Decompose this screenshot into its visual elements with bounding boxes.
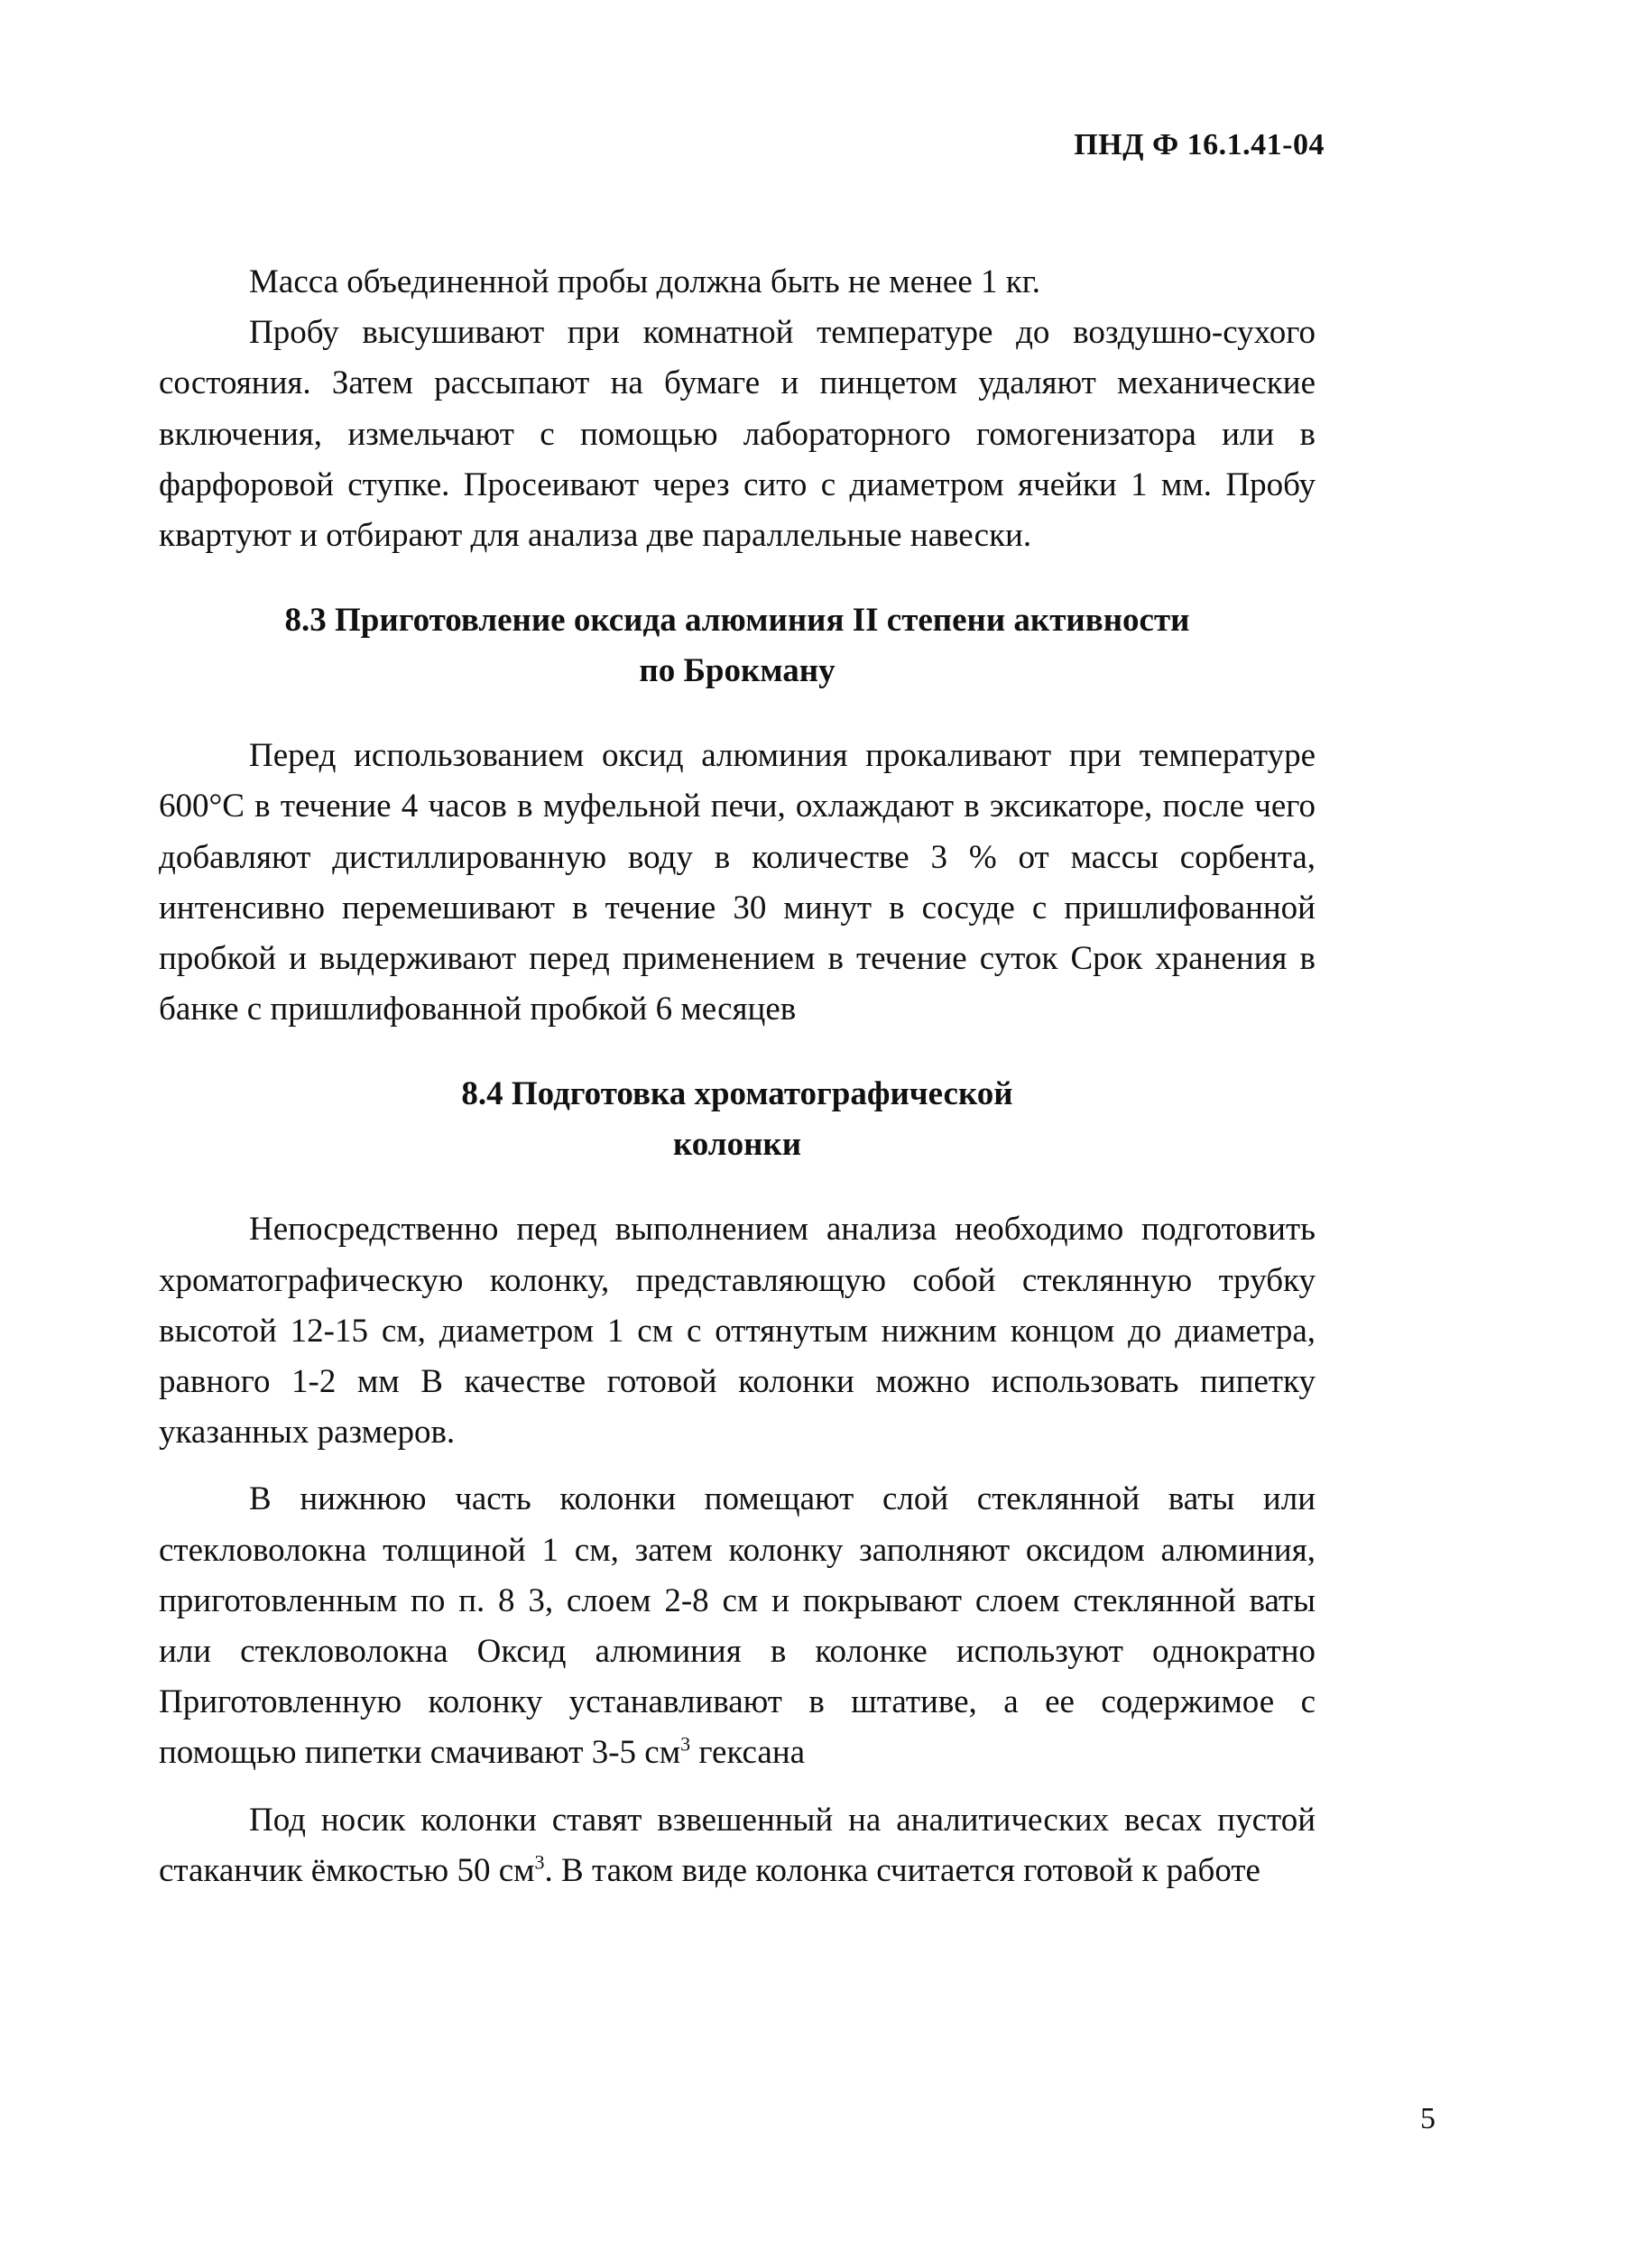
column-filling-text: В нижнюю часть колонки помещают слой стеклянной ваты или стекловолокна толщиной 1 см, затем колонку заполняют оксидом алюминия, приготовленным по п. 8 3, слоем 2-8 см и покрывают слоем стеклянной ваты или стекловолокна Оксид алюминия в колонке используют однократно Приготовленную колонку устанавливают в штативе, а ее содержимое с помощью пипетки смачивают 3-5 см [159,1480,1316,1772]
paragraph-column-ready [159,1795,1316,1896]
column-ready-tail: . В таком виде колонка считается готовой к работе [544,1851,1260,1889]
section-heading-8-3-line2: по Брокману [639,652,836,690]
superscript-cube: 3 [680,1733,691,1756]
section-heading-8-4 [159,1069,1316,1170]
column-filling-tail: гексана [690,1734,806,1772]
column-ready-text: Под носик колонки ставят взвешенный на аналитических весах пустой стаканчик ёмкостью 50 см [159,1801,1316,1889]
section-heading-8-4-line2: колонки [672,1126,802,1164]
paragraph-column-preparation: Непосредственно перед выполнением анализа необходимо подготовить хроматографическую колонку, представляющую собой стеклянную трубку высотой 12-15 см, диаметром 1 см с оттянутым нижним концом до диаметра, равного 1-2 мм В качестве готовой колонки можно использовать пипетку указанных размеров. [159,1211,1316,1452]
page-number: 5 [1420,2102,1436,2135]
section-heading-8-3 [159,595,1316,696]
section-heading-8-4-line1: 8.4 Подготовка хроматографической [461,1075,1013,1113]
section-heading-8-3-line1: 8.3 Приготовление оксида алюминия II степени активности [284,602,1190,640]
paragraph-sample-drying: Пробу высушивают при комнатной температуре до воздушно-сухого состояния. Затем рассыпают на бумаге и пинцетом удаляют механические включения, измельчают с помощью лабораторного гомогенизатора или в фарфоровой ступке. Просеивают через сито с диаметром ячейки 1 мм. Пробу квартуют и отбирают для анализа две параллельные навески. [159,314,1316,555]
paragraph-column-filling [159,1474,1316,1778]
document-code: ПНД Ф 16.1.41-04 [1074,128,1325,161]
paragraph-alumina-preparation: Перед использованием оксид алюминия прокаливают при температуре 600°С в течение 4 часов в муфельной печи, охлаждают в эксикаторе, после чего добавляют дистиллированную воду в количестве 3 % от массы сорбента, интенсивно перемешивают в течение 30 минут в сосуде с пришлифованной пробкой и выдерживают перед применением в течение суток Срок хранения в банке с пришлифованной пробкой 6 месяцев [159,737,1316,1028]
paragraph-sample-mass: Масса объединенной пробы должна быть не менее 1 кг. [249,263,1040,300]
page-body [159,257,1316,1896]
superscript-cube: 3 [534,1850,545,1874]
